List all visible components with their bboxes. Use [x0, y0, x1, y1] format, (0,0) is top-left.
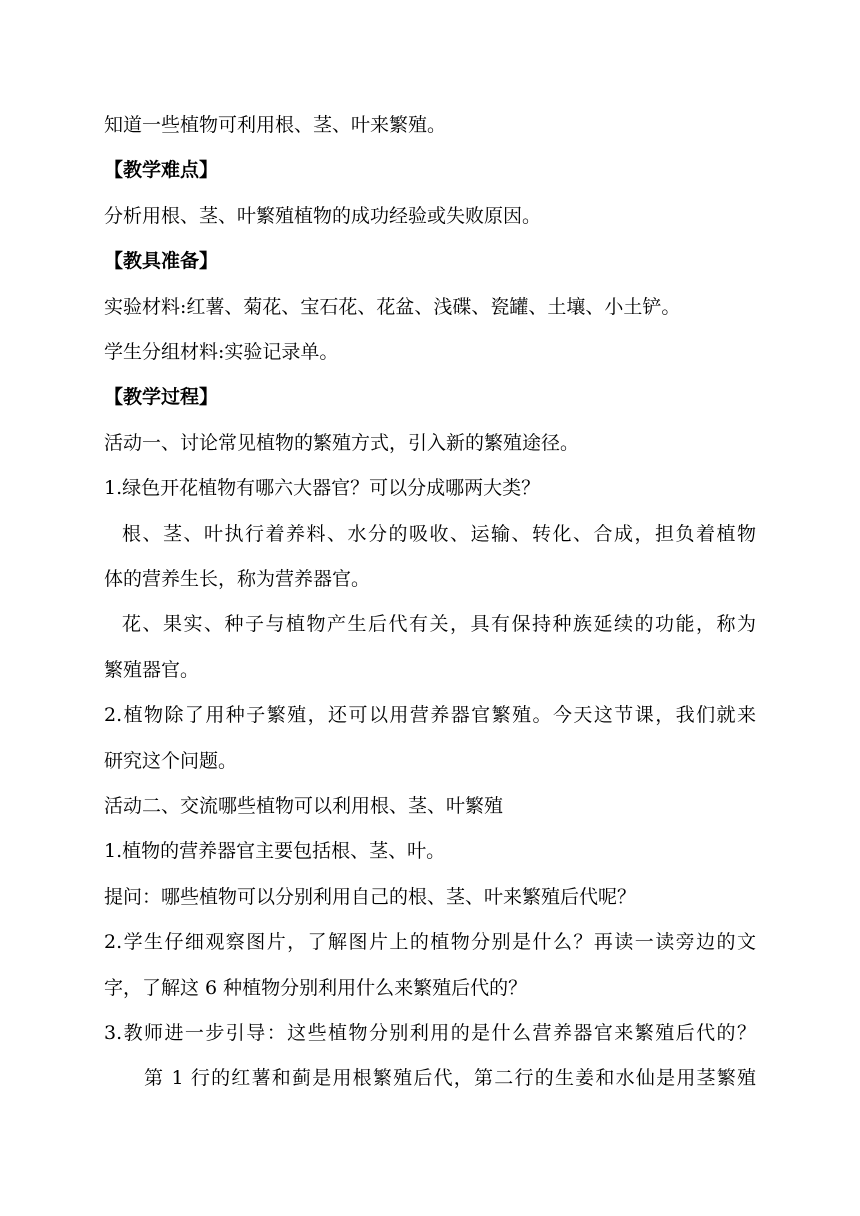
step-text: 3.教师进一步引导：这些植物分别利用的是什么营养器官来繁殖后代的？	[104, 1022, 756, 1044]
section-heading-process: 【教学过程】	[104, 386, 219, 408]
activity-one-title: 活动一、讨论常见植物的繁殖方式，引入新的繁殖途径。	[104, 432, 580, 454]
paragraph-line: 第 1 行的红薯和蓟是用根繁殖后代，第二行的生姜和水仙是用茎繁殖	[144, 1067, 756, 1089]
group-materials-text: 学生分组材料:实验记录单。	[104, 341, 339, 363]
paragraph-line: 繁殖器官。	[104, 659, 200, 681]
step-text: 1.绿色开花植物有哪六大器官？可以分成哪两大类？	[104, 477, 541, 499]
materials-text: 实验材料:红薯、菊花、宝石花、花盆、浅碟、瓷罐、土壤、小土铲。	[104, 296, 681, 318]
question-text: 提问：哪些植物可以分别利用自己的根、茎、叶来繁殖后代呢？	[104, 886, 637, 908]
paragraph-line: 字，了解这 6 种植物分别利用什么来繁殖后代的？	[104, 977, 528, 999]
step-text: 1.植物的营养器官主要包括根、茎、叶。	[104, 840, 446, 862]
step-text: 2.学生仔细观察图片，了解图片上的植物分别是什么？再读一读旁边的文	[104, 931, 756, 953]
section-heading-materials: 【教具准备】	[104, 250, 219, 272]
paragraph-line: 研究这个问题。	[104, 750, 238, 772]
activity-two-title: 活动二、交流哪些植物可以利用根、茎、叶繁殖	[104, 795, 504, 817]
section-heading-difficulty: 【教学难点】	[104, 159, 219, 181]
paragraph-line: 花、果实、种子与植物产生后代有关，具有保持种族延续的功能，称为	[122, 613, 756, 635]
difficulty-text: 分析用根、茎、叶繁殖植物的成功经验或失败原因。	[104, 205, 542, 227]
paragraph-line: 体的营养生长，称为营养器官。	[104, 568, 371, 590]
paragraph-line: 根、茎、叶执行着养料、水分的吸收、运输、转化、合成，担负着植物	[122, 523, 756, 545]
step-text: 2.植物除了用种子繁殖，还可以用营养器官繁殖。今天这节课，我们就来	[104, 704, 756, 726]
objective-text: 知道一些植物可利用根、茎、叶来繁殖。	[104, 114, 447, 136]
